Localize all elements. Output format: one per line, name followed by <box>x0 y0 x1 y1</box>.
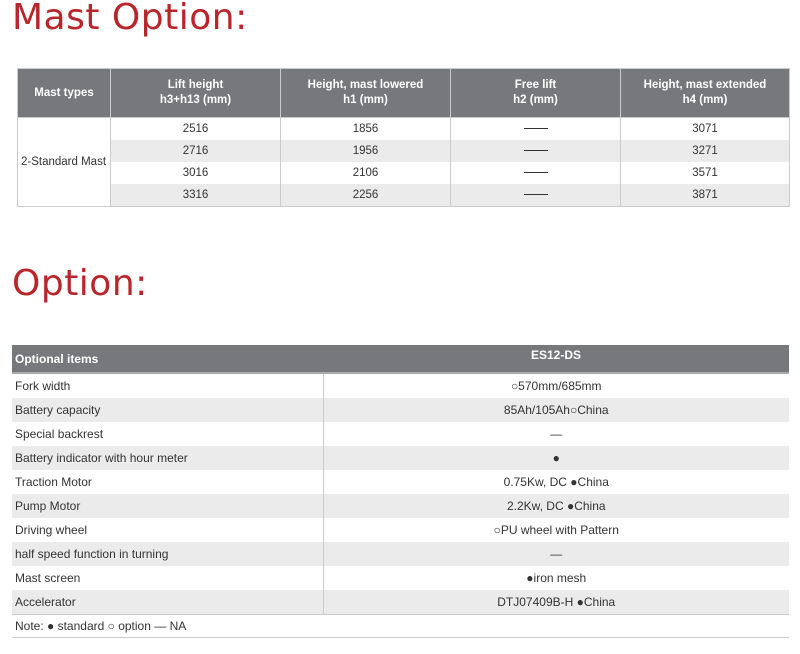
table-row <box>12 494 789 518</box>
height-lowered-cell: 1856 <box>281 118 451 141</box>
mast-table-header <box>18 69 790 118</box>
header-model: ES12-DS <box>323 345 789 373</box>
option-item-label: Traction Motor <box>12 470 323 494</box>
option-item-label: Special backrest <box>12 422 323 446</box>
height-lowered-cell: 2106 <box>281 162 451 184</box>
option-item-value: 0.75Kw, DC ●China <box>503 475 609 489</box>
option-item-value: ○570mm/685mm <box>510 379 602 393</box>
height-extended-cell: 3871 <box>621 184 790 207</box>
option-table-header <box>12 345 789 373</box>
lift-height-cell: 2716 <box>111 140 281 162</box>
height-extended-cell: 3271 <box>621 140 790 162</box>
option-item-value: ●iron mesh <box>526 571 587 585</box>
option-item-label: Battery indicator with hour meter <box>12 446 323 470</box>
table-row <box>12 446 789 470</box>
table-row <box>12 398 789 422</box>
header-optional-items: Optional items <box>12 345 323 373</box>
table-row <box>18 118 790 141</box>
free-lift-cell <box>451 118 621 141</box>
height-extended-cell: 3571 <box>621 162 790 184</box>
option-item-label: Battery capacity <box>12 398 323 422</box>
option-title: Option: <box>12 263 148 304</box>
na-dash <box>524 150 548 151</box>
option-item-value: DTJ07409B-H ●China <box>323 590 789 615</box>
na-dash <box>524 172 548 173</box>
mast-type-cell: 2-Standard Mast <box>18 118 111 207</box>
lift-height-cell: 3016 <box>111 162 281 184</box>
header-height-extended: Height, mast extended h4 (mm) <box>621 69 790 118</box>
table-row <box>18 162 790 184</box>
mast-table <box>17 68 790 207</box>
option-item-value: ○PU wheel with Pattern <box>493 523 619 537</box>
table-row <box>12 566 789 590</box>
lift-height-cell: 2516 <box>111 118 281 141</box>
height-lowered-cell: 2256 <box>281 184 451 207</box>
option-item-label: Mast screen <box>12 566 323 590</box>
free-lift-cell <box>451 140 621 162</box>
legend-row <box>12 615 789 638</box>
option-item-label: half speed function in turning <box>12 542 323 566</box>
option-item-value: ● <box>323 446 789 470</box>
option-item-value: 85Ah/105Ah○China <box>323 398 789 422</box>
header-mast-types: Mast types <box>18 69 111 118</box>
option-item-label: Pump Motor <box>12 494 323 518</box>
header-height-lowered: Height, mast lowered h1 (mm) <box>281 69 451 118</box>
table-row <box>12 470 789 494</box>
option-item-value: — <box>323 542 789 566</box>
table-row <box>12 590 789 615</box>
free-lift-cell <box>451 184 621 207</box>
option-item-label: Accelerator <box>12 590 323 615</box>
free-lift-cell <box>451 162 621 184</box>
mast-option-title: Mast Option: <box>12 0 248 38</box>
option-item-value: — <box>550 427 563 441</box>
option-item-label: Fork width <box>12 373 323 398</box>
table-row <box>12 422 789 446</box>
option-item-value: 2.2Kw, DC ●China <box>323 494 789 518</box>
table-row <box>12 518 789 542</box>
lift-height-cell: 3316 <box>111 184 281 207</box>
legend-note: Note: ● standard ○ option — NA <box>12 615 789 638</box>
header-free-lift: Free lift h2 (mm) <box>451 69 621 118</box>
table-row <box>18 140 790 162</box>
height-extended-cell: 3071 <box>621 118 790 141</box>
header-lift-height: Lift height h3+h13 (mm) <box>111 69 281 118</box>
height-lowered-cell: 1956 <box>281 140 451 162</box>
table-row <box>12 373 789 398</box>
na-dash <box>524 128 548 129</box>
option-item-label: Driving wheel <box>12 518 323 542</box>
na-dash <box>524 194 548 195</box>
table-row <box>18 184 790 207</box>
table-row <box>12 542 789 566</box>
option-table <box>12 345 789 638</box>
